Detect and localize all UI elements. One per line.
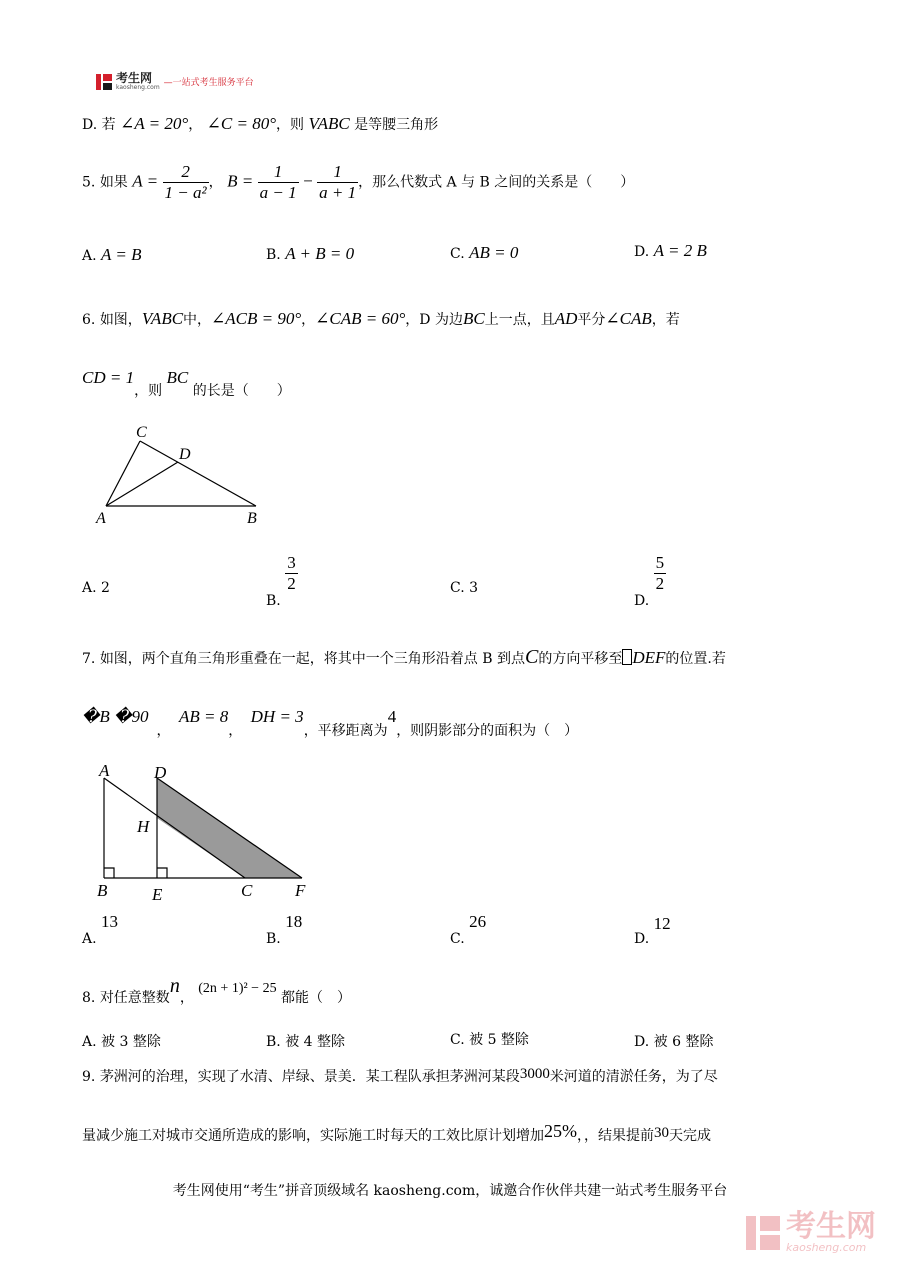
q4-option-d [82,114,438,134]
q7-math: 4 [387,707,397,726]
option-value: 被 6 整除 [653,1034,714,1050]
q9-stem-line2 [82,1121,711,1145]
logo-mark-icon [96,74,112,90]
option-label: B. [266,247,281,263]
q7-label-e: E [152,885,163,904]
q5-option-a [82,245,141,265]
q7-right-angle-e [157,868,167,878]
option-label: D. [634,931,650,947]
option-label: C. [450,246,465,262]
q4-math-angle-c: ∠C = 80° [206,114,276,133]
q5-b-eq: B = [227,171,254,191]
q7-number: 7. [82,651,96,667]
q4-option-d-prefix: 若 [101,117,116,133]
q6-math: AD [554,309,578,328]
option-value: 18 [285,912,303,931]
q7-right-angle-b [104,868,114,878]
q7-stem-line2 [82,707,579,739]
watermark-domain: kaosheng.com [786,1241,867,1254]
q8-math: (2n + 1)² − 25 [198,981,277,996]
q7-label-f: F [295,881,306,900]
q8-math: n [169,975,180,997]
option-label: C. [450,1032,465,1048]
q9-text: 天完成 [669,1128,711,1144]
q7-math: C [525,646,539,668]
q6-stem-line2 [82,368,291,399]
q9-text: 量减少施工对城市交通所造成的影响，实际施工时每天的工效比原计划增加 [82,1128,544,1144]
q6-math: CD = 1 [82,368,135,387]
q7-figure [92,756,312,906]
q5-stem [82,162,634,203]
q7-option-d [634,914,671,947]
q5-option-c [450,243,518,263]
q6-text: ，D 为边 [405,312,463,328]
option-value: A = 2 B [653,241,707,260]
q7-label-a: A [99,761,110,780]
q7-math: DEF [632,648,666,667]
q6-label-b: B [247,510,257,527]
watermark-logo [746,1209,876,1254]
watermark-mark-icon [746,1216,780,1250]
q6-text: 如图， [99,312,142,328]
q8-option-b [266,1031,345,1051]
q7-math: AB = 8 [178,707,229,726]
q8-text: ， [179,990,194,1006]
q7-label-d: D [154,763,167,782]
q6-math: ∠CAB = 60° [315,309,406,328]
q8-option-d [634,1031,713,1051]
q7-math: �B �90 [82,707,149,726]
q7-label-c: C [241,881,253,900]
option-value: A = B [101,245,142,264]
page-footer: 考生网使用“考生”拼音顶级域名 kaosheng.com，诚邀合作伙伴共建一站式考生服务平台 [172,1183,728,1199]
option-label: C. [450,580,465,596]
q6-text: ，若 [651,312,680,328]
q7-text: 的位置.若 [665,651,726,667]
q6-math: VABC [141,309,184,328]
q6-side-cb [140,441,256,506]
q7-label-b: B [97,881,108,900]
q6-option-b-fraction: $\frac{3}{2}$ [287,553,296,593]
q7-option-a [82,912,119,947]
q9-stem-line1 [82,1066,718,1086]
q6-text: 上一点，且 [484,312,555,328]
option-label: B. [266,931,281,947]
option-label: C. [450,931,465,947]
q4-math-angle-a: ∠A = 20° [120,114,189,133]
q6-text: 平分 [577,312,606,328]
q5-a-eq: A = [132,171,159,191]
q5-minus: − [303,171,313,191]
q7-text: ， [228,723,243,739]
q8-option-c [450,1029,529,1049]
q9-text: 茅洲河的治理，实现了水清、岸绿、景美．某工程队承担茅洲河某段 [99,1069,520,1085]
q9-text: 米河道的清淤任务，为了尽 [549,1069,718,1085]
q7-stem-line1 [82,646,726,669]
option-label: D. [634,244,650,260]
q5-if: 如果 [99,174,128,191]
option-label: A. [82,248,97,264]
q6-label-c: C [136,424,147,441]
q7-math: DH = 3 [250,707,304,726]
q6-text: ， [301,312,316,328]
option-label: D. [634,592,650,609]
q4-sep: ， [188,117,203,133]
option-label: B. [266,1034,281,1050]
q5-b2-fraction: $\frac{1}{a + 1}$ [319,162,357,202]
option-value: 12 [653,914,671,933]
option-label: A. [82,580,97,596]
logo-slogan: —一站式考生服务平台 [163,78,254,88]
q8-option-a [82,1031,161,1051]
option-value: 2 [101,580,110,596]
q6-segment-ad [106,462,178,506]
option-value: 13 [101,912,119,931]
q5-tail: ，那么代数式 A 与 B 之间的关系是（ ） [358,174,635,191]
q5-option-b [266,244,354,264]
q6-math: ∠ACB = 90° [211,309,302,328]
q7-text: ，则阴影部分的面积为（ ） [396,723,579,739]
option-value: 被 5 整除 [469,1032,529,1048]
q7-text: ，平移距离为 [303,723,388,739]
q6-text: 中， [183,312,212,328]
option-value: 被 3 整除 [101,1034,161,1050]
q5-number: 5. [82,174,96,191]
q9-math: 3000 [519,1066,550,1082]
option-value: 26 [469,912,487,931]
q4-option-d-suffix: 是等腰三角形 [354,117,439,133]
q8-number: 8. [82,990,96,1006]
q6-math: BC [462,309,485,328]
option-value: A + B = 0 [285,244,355,263]
option-value: 被 4 整除 [285,1034,346,1050]
logo-name: 考生网 kaosheng.com [116,71,160,91]
q6-option-c [450,580,478,596]
q9-number: 9. [82,1069,96,1085]
q6-label-a: A [96,510,106,527]
q9-math: 30 [654,1125,669,1141]
option-value: AB = 0 [469,243,519,262]
watermark-name: 考生网 [786,1209,876,1244]
q8-text: 都能（ ） [281,990,352,1006]
q9-math: 25% [544,1121,577,1141]
missing-glyph-icon [622,649,632,665]
q9-text: ，，结果提前 [577,1128,654,1144]
q6-option-d-fraction: $\frac{5}{2}$ [655,553,665,593]
option-value: 3 [469,580,479,596]
q8-stem [82,975,352,1006]
logo-domain: kaosheng.com [116,84,160,91]
q6-number: 6. [82,312,96,328]
option-label: A. [82,931,97,947]
q4-then: ，则 [276,117,304,133]
option-label: D. [634,1034,650,1050]
q6-math: BC [166,368,189,387]
q5-option-d [634,241,707,261]
q6-option-a [82,580,110,596]
q7-option-c [450,912,487,947]
q6-option-d [634,553,666,609]
q8-text: 对任意整数 [99,990,170,1006]
q4-option-d-label: D. [82,117,98,133]
q7-text: 如图，两个直角三角形重叠在一起，将其中一个三角形沿着点 B 到点 [99,651,525,667]
q7-text: 的方向平移至 [538,651,623,667]
q6-label-d: D [179,446,191,463]
q6-figure [92,420,272,530]
q7-label-h: H [137,817,150,836]
q5-a-fraction: $\frac{2}{\text{1 − a²}}$ [164,162,207,202]
q4-math-triangle: VABC [308,114,350,133]
option-label: A. [82,1034,97,1050]
q5-comma: ， [208,174,223,191]
q6-stem-line1 [82,309,680,329]
header-logo [96,72,254,91]
q6-text: ，则 [134,383,163,399]
q7-text: ， [156,723,171,739]
q6-option-b [266,553,298,609]
q7-option-b [266,912,303,947]
option-label: B. [266,592,281,609]
q6-math: ∠CAB [605,309,652,328]
q5-b1-fraction: $\frac{1}{a - 1}$ [259,162,297,202]
q6-text: 的长是（ ） [192,383,291,399]
